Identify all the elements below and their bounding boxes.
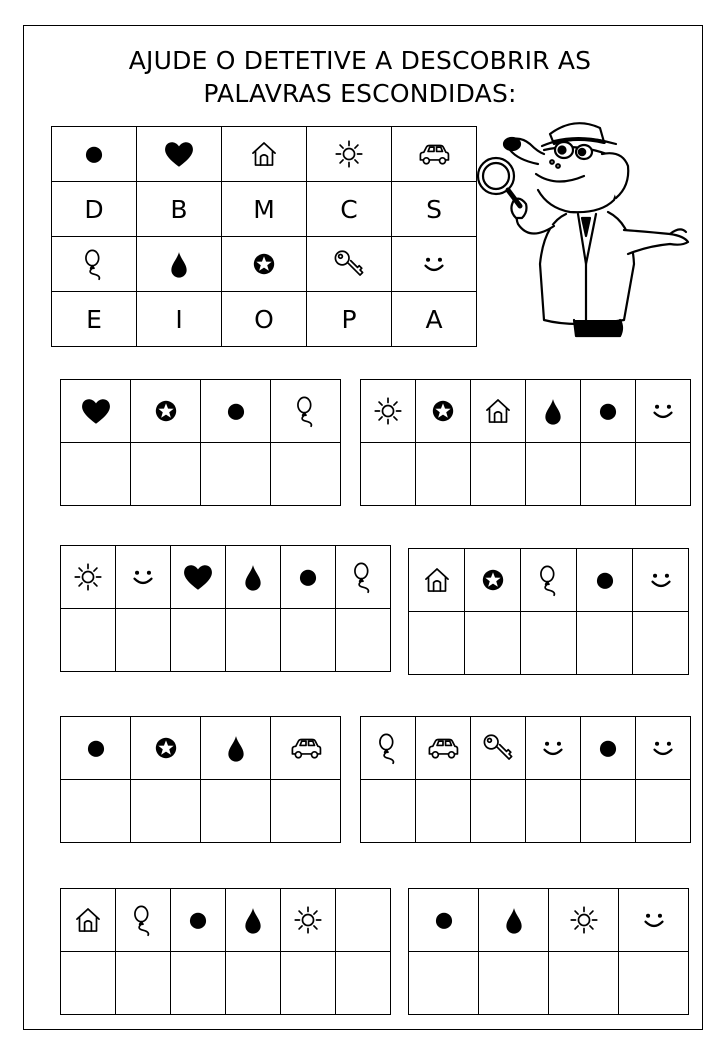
sun-icon xyxy=(567,903,601,937)
answer-letter-box[interactable] xyxy=(281,952,336,1015)
dot-icon xyxy=(591,394,625,428)
key-symbol-cell xyxy=(137,127,222,182)
puzzle-symbol-cell xyxy=(201,717,271,780)
smiley-icon xyxy=(646,731,680,765)
answer-letter-box[interactable] xyxy=(131,780,201,843)
star-icon xyxy=(476,563,510,597)
star-icon xyxy=(149,731,183,765)
answer-letter-box[interactable] xyxy=(409,952,479,1015)
puzzle-symbol-cell xyxy=(526,380,581,443)
puzzle-symbol-cell xyxy=(131,717,201,780)
puzzle-symbol-cell xyxy=(361,380,416,443)
puzzle-symbol-row xyxy=(361,380,691,443)
balloon-icon xyxy=(77,247,111,281)
sun-icon xyxy=(332,137,366,171)
answer-letter-box[interactable] xyxy=(581,443,636,506)
answer-letter-box[interactable] xyxy=(61,443,131,506)
puzzle-symbol-cell xyxy=(636,717,691,780)
answer-letter-box[interactable] xyxy=(577,612,633,675)
puzzle-symbol-cell xyxy=(633,549,689,612)
smiley-icon xyxy=(644,563,678,597)
puzzle-symbol-cell xyxy=(171,546,226,609)
answer-letter-box[interactable] xyxy=(131,443,201,506)
puzzle-symbol-cell xyxy=(361,717,416,780)
key-symbol-cell xyxy=(392,127,477,182)
answer-letter-box[interactable] xyxy=(116,952,171,1015)
puzzle-symbol-cell xyxy=(336,889,391,952)
drop-icon xyxy=(236,903,270,937)
puzzle-symbol-row xyxy=(361,717,691,780)
puzzle-symbol-cell xyxy=(226,546,281,609)
balloon-icon xyxy=(371,731,405,765)
puzzle-symbol-row xyxy=(409,889,689,952)
detective-dog-illustration xyxy=(474,114,696,346)
key-symbol-cell xyxy=(307,127,392,182)
answer-letter-box[interactable] xyxy=(633,612,689,675)
drop-icon xyxy=(497,903,531,937)
answer-letter-box[interactable] xyxy=(416,443,471,506)
key-letter-row xyxy=(52,292,477,347)
answer-letter-box[interactable] xyxy=(409,612,465,675)
key-symbol-cell xyxy=(392,237,477,292)
balloon-icon xyxy=(289,394,323,428)
answer-letter-box[interactable] xyxy=(171,609,226,672)
answer-letter-box[interactable] xyxy=(636,780,691,843)
balloon-icon xyxy=(532,563,566,597)
answer-letter-box[interactable] xyxy=(271,443,341,506)
answer-letter-box[interactable] xyxy=(479,952,549,1015)
answer-letter-box[interactable] xyxy=(636,443,691,506)
puzzle-symbol-row xyxy=(61,889,391,952)
puzzle-symbol-cell xyxy=(61,380,131,443)
dot-icon xyxy=(219,394,253,428)
key-symbol-cell xyxy=(52,237,137,292)
dot-icon xyxy=(77,137,111,171)
smiley-icon xyxy=(417,247,451,281)
star-icon xyxy=(247,247,281,281)
key-symbol-cell xyxy=(52,127,137,182)
sun-icon xyxy=(371,394,405,428)
key-letter-cell: P xyxy=(307,292,392,347)
smiley-icon xyxy=(646,394,680,428)
key-symbol-cell xyxy=(307,237,392,292)
word-puzzle-5 xyxy=(60,716,341,843)
puzzle-symbol-cell xyxy=(226,889,281,952)
key-letter-row xyxy=(52,182,477,237)
puzzle-symbol-cell xyxy=(61,717,131,780)
car-icon xyxy=(426,731,460,765)
puzzle-symbol-row xyxy=(61,546,391,609)
puzzle-symbol-cell xyxy=(526,717,581,780)
word-puzzle-2 xyxy=(360,379,691,506)
answer-letter-box[interactable] xyxy=(581,780,636,843)
puzzle-symbol-cell xyxy=(416,380,471,443)
balloon-icon xyxy=(126,903,160,937)
answer-letter-box[interactable] xyxy=(61,952,116,1015)
answer-letter-box[interactable] xyxy=(171,952,226,1015)
house-icon xyxy=(420,563,454,597)
key-symbol-cell xyxy=(222,127,307,182)
key-symbol-cell xyxy=(222,237,307,292)
key-symbol-row xyxy=(52,237,477,292)
answer-letter-box[interactable] xyxy=(526,443,581,506)
answer-letter-box[interactable] xyxy=(336,609,391,672)
answer-letter-box[interactable] xyxy=(526,780,581,843)
answer-letter-box[interactable] xyxy=(116,609,171,672)
dot-icon xyxy=(79,731,113,765)
puzzle-symbol-cell xyxy=(271,380,341,443)
puzzle-symbol-cell xyxy=(116,546,171,609)
puzzle-symbol-cell xyxy=(281,546,336,609)
puzzle-symbol-cell xyxy=(409,549,465,612)
answer-letter-box[interactable] xyxy=(361,443,416,506)
puzzle-symbol-cell xyxy=(581,717,636,780)
answer-letter-box[interactable] xyxy=(281,609,336,672)
puzzle-answer-row xyxy=(361,443,691,506)
word-puzzle-4 xyxy=(408,548,689,675)
puzzle-answer-row xyxy=(361,780,691,843)
key-letter-cell: E xyxy=(52,292,137,347)
answer-letter-box[interactable] xyxy=(336,952,391,1015)
answer-letter-box[interactable] xyxy=(471,443,526,506)
key-letter-cell: I xyxy=(137,292,222,347)
answer-letter-box[interactable] xyxy=(201,780,271,843)
puzzle-symbol-cell xyxy=(61,546,116,609)
puzzle-symbol-cell xyxy=(271,717,341,780)
answer-letter-box[interactable] xyxy=(361,780,416,843)
puzzle-symbol-cell xyxy=(131,380,201,443)
puzzle-symbol-cell xyxy=(281,889,336,952)
car-icon xyxy=(289,731,323,765)
puzzle-symbol-cell xyxy=(465,549,521,612)
word-puzzle-3 xyxy=(60,545,391,672)
key-symbol-cell xyxy=(137,237,222,292)
key-letter-cell: A xyxy=(392,292,477,347)
word-puzzle-6 xyxy=(360,716,691,843)
sun-icon xyxy=(71,560,105,594)
puzzle-symbol-cell xyxy=(577,549,633,612)
dot-icon xyxy=(291,560,325,594)
puzzle-answer-row xyxy=(409,952,689,1015)
star-icon xyxy=(149,394,183,428)
puzzle-symbol-cell xyxy=(471,717,526,780)
puzzle-symbol-cell xyxy=(201,380,271,443)
dot-icon xyxy=(591,731,625,765)
word-puzzle-8 xyxy=(408,888,689,1015)
puzzle-symbol-row xyxy=(61,717,341,780)
dot-icon xyxy=(588,563,622,597)
drop-icon xyxy=(219,731,253,765)
dot-icon xyxy=(181,903,215,937)
answer-letter-box[interactable] xyxy=(61,780,131,843)
puzzle-answer-row xyxy=(409,612,689,675)
puzzle-answer-row xyxy=(61,609,391,672)
answer-letter-box[interactable] xyxy=(549,952,619,1015)
puzzle-symbol-cell xyxy=(521,549,577,612)
puzzle-symbol-cell xyxy=(479,889,549,952)
answer-letter-box[interactable] xyxy=(471,780,526,843)
title-line-1: AJUDE O DETETIVE A DESCOBRIR AS xyxy=(128,46,592,75)
key-icon xyxy=(481,731,515,765)
heart-icon xyxy=(181,560,215,594)
heart-icon xyxy=(162,137,196,171)
house-icon xyxy=(247,137,281,171)
drop-icon xyxy=(162,247,196,281)
puzzle-symbol-cell xyxy=(409,889,479,952)
key-letter-cell: O xyxy=(222,292,307,347)
puzzle-symbol-cell xyxy=(61,889,116,952)
balloon-icon xyxy=(346,560,380,594)
key-letter-cell: S xyxy=(392,182,477,237)
puzzle-symbol-cell xyxy=(116,889,171,952)
smiley-icon xyxy=(126,560,160,594)
sun-icon xyxy=(291,903,325,937)
puzzle-symbol-cell xyxy=(471,380,526,443)
smiley-icon xyxy=(637,903,671,937)
drop-icon xyxy=(536,394,570,428)
answer-letter-box[interactable] xyxy=(271,780,341,843)
puzzle-symbol-row xyxy=(409,549,689,612)
title-line-2: PALAVRAS ESCONDIDAS: xyxy=(203,79,517,108)
puzzle-answer-row xyxy=(61,443,341,506)
answer-letter-box[interactable] xyxy=(201,443,271,506)
puzzle-symbol-cell xyxy=(549,889,619,952)
cipher-key-table xyxy=(51,126,477,347)
key-letter-cell: C xyxy=(307,182,392,237)
dot-icon xyxy=(427,903,461,937)
puzzle-symbol-row xyxy=(61,380,341,443)
heart-icon xyxy=(79,394,113,428)
puzzle-answer-row xyxy=(61,952,391,1015)
puzzle-symbol-cell xyxy=(416,717,471,780)
word-puzzle-1 xyxy=(60,379,341,506)
key-letter-cell: M xyxy=(222,182,307,237)
drop-icon xyxy=(236,560,270,594)
answer-letter-box[interactable] xyxy=(416,780,471,843)
answer-letter-box[interactable] xyxy=(61,609,116,672)
puzzle-symbol-cell xyxy=(636,380,691,443)
key-icon xyxy=(332,247,366,281)
house-icon xyxy=(71,903,105,937)
word-puzzle-7 xyxy=(60,888,391,1015)
answer-letter-box[interactable] xyxy=(521,612,577,675)
key-letter-cell: D xyxy=(52,182,137,237)
puzzle-symbol-cell xyxy=(619,889,689,952)
star-icon xyxy=(426,394,460,428)
puzzle-symbol-cell xyxy=(171,889,226,952)
puzzle-symbol-cell xyxy=(336,546,391,609)
page-title xyxy=(60,44,660,110)
answer-letter-box[interactable] xyxy=(619,952,689,1015)
key-symbol-row xyxy=(52,127,477,182)
key-letter-cell: B xyxy=(137,182,222,237)
smiley-icon xyxy=(536,731,570,765)
house-icon xyxy=(481,394,515,428)
answer-letter-box[interactable] xyxy=(226,609,281,672)
puzzle-answer-row xyxy=(61,780,341,843)
puzzle-symbol-cell xyxy=(581,380,636,443)
car-icon xyxy=(417,137,451,171)
answer-letter-box[interactable] xyxy=(226,952,281,1015)
answer-letter-box[interactable] xyxy=(465,612,521,675)
